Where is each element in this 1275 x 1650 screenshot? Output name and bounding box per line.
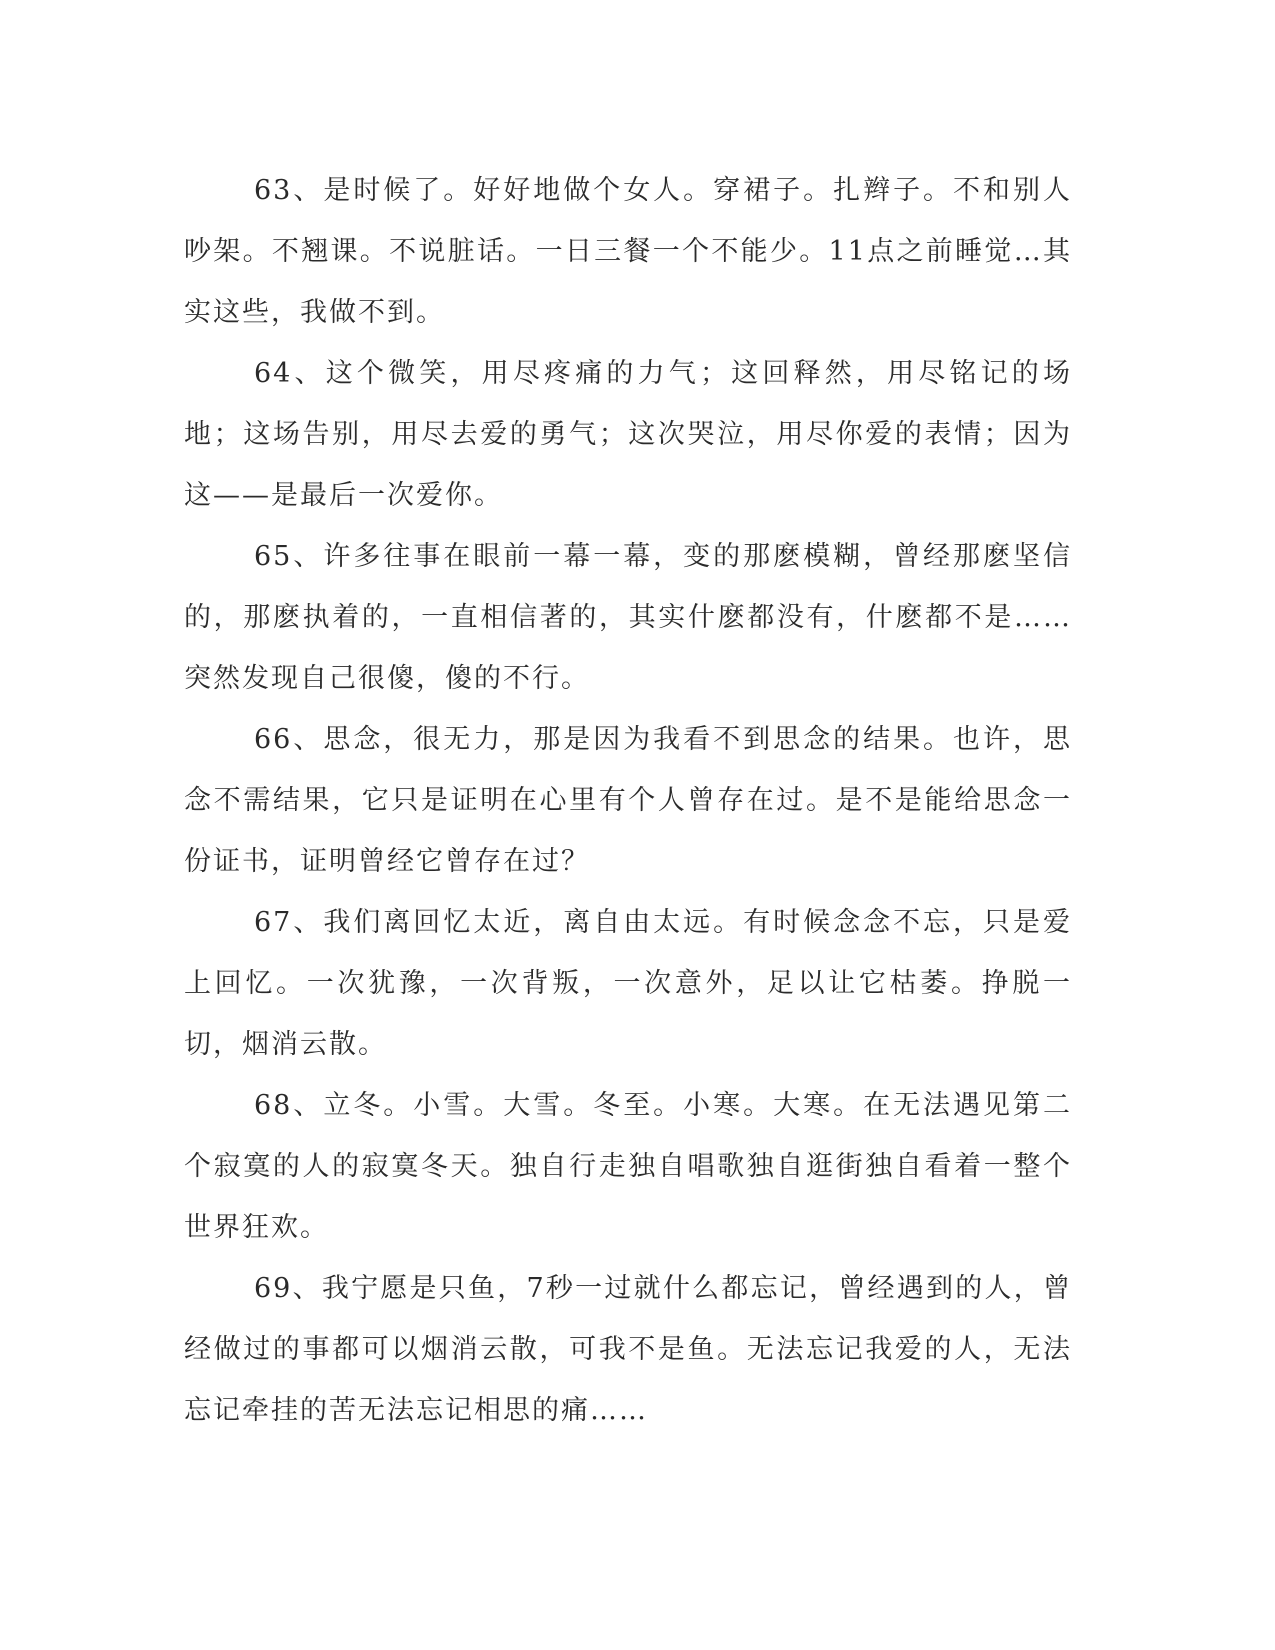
document-body: [184, 160, 1072, 1441]
paragraph-63: 63、是时候了。好好地做个女人。穿裙子。扎辫子。不和别人吵架。不翘课。不说脏话。一日三餐一个不能少。11点之前睡觉…其实这些，我做不到。: [184, 175, 1072, 328]
paragraph-69: 69、我宁愿是只鱼，7秒一过就什么都忘记，曾经遇到的人，曾经做过的事都可以烟消云散，可我不是鱼。无法忘记我爱的人，无法忘记牵挂的苦无法忘记相思的痛……: [184, 1273, 1072, 1426]
paragraph-68: 68、立冬。小雪。大雪。冬至。小寒。大寒。在无法遇见第二个寂寞的人的寂寞冬天。独自行走独自唱歌独自逛街独自看着一整个世界狂欢。: [184, 1090, 1072, 1243]
paragraph-64: 64、这个微笑，用尽疼痛的力气；这回释然，用尽铭记的场地；这场告别，用尽去爱的勇气；这次哭泣，用尽你爱的表情；因为这——是最后一次爱你。: [184, 358, 1072, 511]
paragraph-67: 67、我们离回忆太近，离自由太远。有时候念念不忘，只是爱上回忆。一次犹豫，一次背叛，一次意外，足以让它枯萎。挣脱一切，烟消云散。: [184, 907, 1072, 1060]
paragraph-65: 65、许多往事在眼前一幕一幕，变的那麽模糊，曾经那麽坚信的，那麽执着的，一直相信著的，其实什麽都没有，什麽都不是……突然发现自己很傻，傻的不行。: [184, 541, 1072, 694]
paragraph-66: 66、思念，很无力，那是因为我看不到思念的结果。也许，思念不需结果，它只是证明在心里有个人曾存在过。是不是能给思念一份证书，证明曾经它曾存在过？: [184, 724, 1072, 877]
